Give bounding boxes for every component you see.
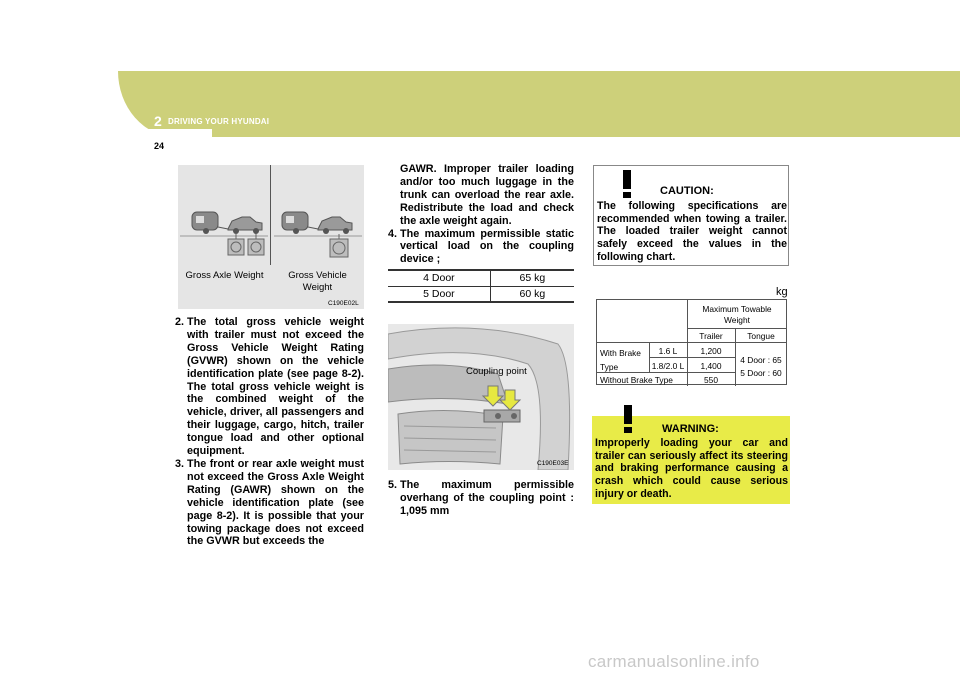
header-trailer: Trailer: [699, 331, 723, 341]
gross-vehicle-weight-label: [271, 270, 364, 294]
tongue-values: [735, 354, 787, 380]
tongue-1: 4 Door : 65: [740, 355, 782, 365]
engine-1: 1.6 L: [658, 346, 678, 356]
coupling-illustration: [388, 324, 574, 470]
table-cell: 65 kg: [490, 270, 574, 286]
continued-paragraph: [388, 163, 574, 228]
exclamation-icon: [616, 404, 640, 434]
item-number: 3.: [175, 457, 185, 470]
axle-weight-figure: [178, 165, 364, 309]
chapter-title: DRIVING YOUR HYUNDAI: [168, 117, 270, 126]
page-number: 24: [154, 141, 165, 151]
caution-text: The following specifications are recommended when towing a trailer. The loaded trailer weight cannot safely exceed the values in the following chart.: [597, 200, 787, 263]
tongue-2: 5 Door : 60: [740, 368, 782, 378]
with-brake-label: [600, 346, 641, 374]
with-brake-line1: With Brake: [600, 348, 641, 358]
page-header: [0, 0, 960, 145]
item-text: The front or rear axle weight must not exceed the Gross Axle Weight Rating (GAWR) shown on the vehicle identification plate (see page 8-2). It is possible that your towing package does not exceed the GVWR but exceeds the: [187, 457, 364, 548]
item-number: 2.: [175, 316, 185, 328]
watermark: carmanualsonline.info: [588, 652, 760, 671]
chapter-number: 2: [154, 113, 162, 129]
header-line1: Maximum Towable: [702, 304, 772, 314]
unit-label: kg: [776, 286, 788, 298]
table-cell: 5 Door: [388, 286, 490, 302]
item-text: The total gross vehicle weight with trailer must not exceed the Gross Vehicle Weight Rating (GVWR) shown on the vehicle identification plate (see page 8-2). The total gross vehicle weight is the combined weight of the vehicle, driver, all passengers and their luggage, cargo, hitch, trailer tongue load and other optional equipment.: [187, 316, 364, 458]
trailer-1: 1,200: [700, 346, 722, 356]
header-tongue: Tongue: [747, 331, 775, 341]
header-max-towable: [687, 304, 787, 326]
item-number: 5.: [388, 479, 398, 491]
list-item: [175, 316, 364, 458]
table-row: [388, 286, 574, 302]
warning-text: Improperly loading your car and trailer can seriously affect its steering and braking performance causing a crash which could cause serious injury or death.: [595, 437, 788, 500]
caution-box: [593, 165, 789, 266]
figure2-code: C190E03E: [537, 460, 569, 467]
list-item: [388, 228, 574, 267]
trailer-3: 550: [704, 375, 718, 385]
coupling-load-table: [388, 269, 574, 303]
figure1-code: C190E02L: [328, 300, 359, 307]
gvw-label-line1: Gross Vehicle: [288, 270, 347, 281]
header-band: [118, 71, 960, 137]
coupling-point-figure: [388, 324, 574, 470]
column1-text: [175, 316, 364, 548]
header-line2: Weight: [724, 315, 750, 325]
column2-text: [388, 163, 574, 266]
table-cell: 60 kg: [490, 286, 574, 302]
axle-weight-illustration: [178, 165, 364, 265]
with-brake-line2: Type: [600, 362, 619, 372]
coupling-point-label: Coupling point: [466, 366, 527, 377]
list-item: [175, 458, 364, 548]
item-text: The maximum permissible overhang of the coupling point : 1,095 mm: [400, 479, 574, 517]
item-text: The maximum permissible static vertical load on the coupling device ;: [400, 227, 574, 266]
gross-axle-weight-label: Gross Axle Weight: [185, 270, 264, 281]
trailer-2: 1,400: [700, 361, 722, 371]
table-row: [388, 270, 574, 286]
without-brake-label: Without Brake Type: [600, 375, 673, 385]
table-cell: 4 Door: [388, 270, 490, 286]
item-number: 4.: [388, 227, 398, 240]
towing-weight-table: [596, 299, 787, 385]
warning-title: WARNING:: [662, 423, 719, 435]
caution-title: CAUTION:: [660, 185, 714, 197]
column2-item5: [388, 479, 574, 518]
figure-divider: [270, 165, 271, 265]
warning-box: [592, 416, 790, 504]
engine-2: 1.8/2.0 L: [651, 361, 685, 371]
exclamation-icon: [615, 169, 639, 199]
gvw-label-line2: Weight: [302, 282, 333, 293]
continued-text: GAWR. Improper trailer loading and/or too much luggage in the trunk can overload the rear axle. Redistribute the load and check the axle weight again.: [400, 163, 574, 227]
list-item: [388, 479, 574, 518]
